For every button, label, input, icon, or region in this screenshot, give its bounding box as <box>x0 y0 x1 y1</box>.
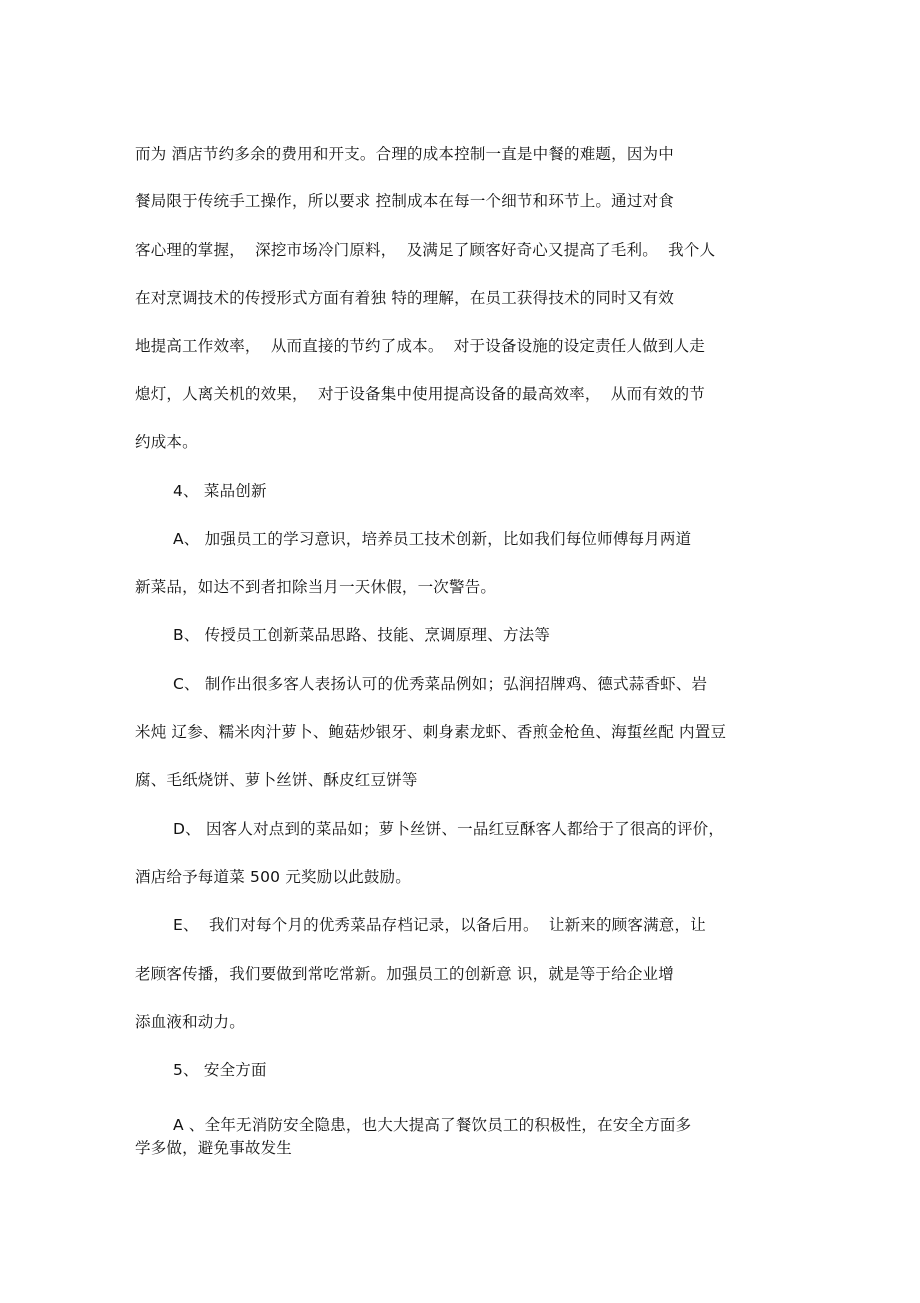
text-line: E、 我们对每个月的优秀菜品存档记录，以备后用。 让新来的顾客满意，让 <box>173 916 706 934</box>
text-line: C、 制作出很多客人表扬认可的优秀菜品例如；弘润招牌鸡、德式蒜香虾、岩 <box>173 675 708 693</box>
text-line: 老顾客传播，我们要做到常吃常新。加强员工的创新意 识，就是等于给企业增 <box>135 965 674 983</box>
text-line: D、 因客人对点到的菜品如；萝卜丝饼、一品红豆酥客人都给于了很高的评价， <box>173 820 725 838</box>
text-line: 酒店给予每道菜 500 元奖励以此鼓励。 <box>135 868 411 886</box>
section-heading: 5、 安全方面 <box>173 1061 267 1079</box>
text-line: A 、全年无消防安全隐患，也大大提高了餐饮员工的积极性，在安全方面多 <box>173 1116 692 1134</box>
text-line: 新菜品，如达不到者扣除当月一天休假，一次警告。 <box>135 578 497 596</box>
text-line: A、 加强员工的学习意识，培养员工技术创新，比如我们每位师傅每月两道 <box>173 530 692 548</box>
text-line: 学多做，避免事故发生 <box>135 1139 293 1157</box>
text-line: 添血液和动力。 <box>135 1013 245 1031</box>
text-line: 餐局限于传统手工操作，所以要求 控制成本在每一个细节和环节上。通过对食 <box>135 192 674 210</box>
text-line: 而为 酒店节约多余的费用和开支。合理的成本控制一直是中餐的难题，因为中 <box>135 145 674 163</box>
text-line: 客心理的掌握， 深挖市场冷门原料， 及满足了顾客好奇心又提高了毛利。 我个人 <box>135 241 716 259</box>
text-line: 腐、毛纸烧饼、萝卜丝饼、酥皮红豆饼等 <box>135 771 418 789</box>
text-line: 在对烹调技术的传授形式方面有着独 特的理解，在员工获得技术的同时又有效 <box>135 289 674 307</box>
text-line: B、 传授员工创新菜品思路、技能、烹调原理、方法等 <box>173 626 551 644</box>
text-line: 熄灯，人离关机的效果， 对于设备集中使用提高设备的最高效率， 从而有效的节 <box>135 385 706 403</box>
text-line: 约成本。 <box>135 433 198 451</box>
section-heading: 4、 菜品创新 <box>173 482 267 500</box>
text-line: 地提高工作效率， 从而直接的节约了成本。 对于设备设施的设定责任人做到人走 <box>135 337 706 355</box>
text-line: 米炖 辽参、糯米肉汁萝卜、鲍菇炒银牙、刺身素龙虾、香煎金枪鱼、海蜇丝配 内置豆 <box>135 723 727 741</box>
